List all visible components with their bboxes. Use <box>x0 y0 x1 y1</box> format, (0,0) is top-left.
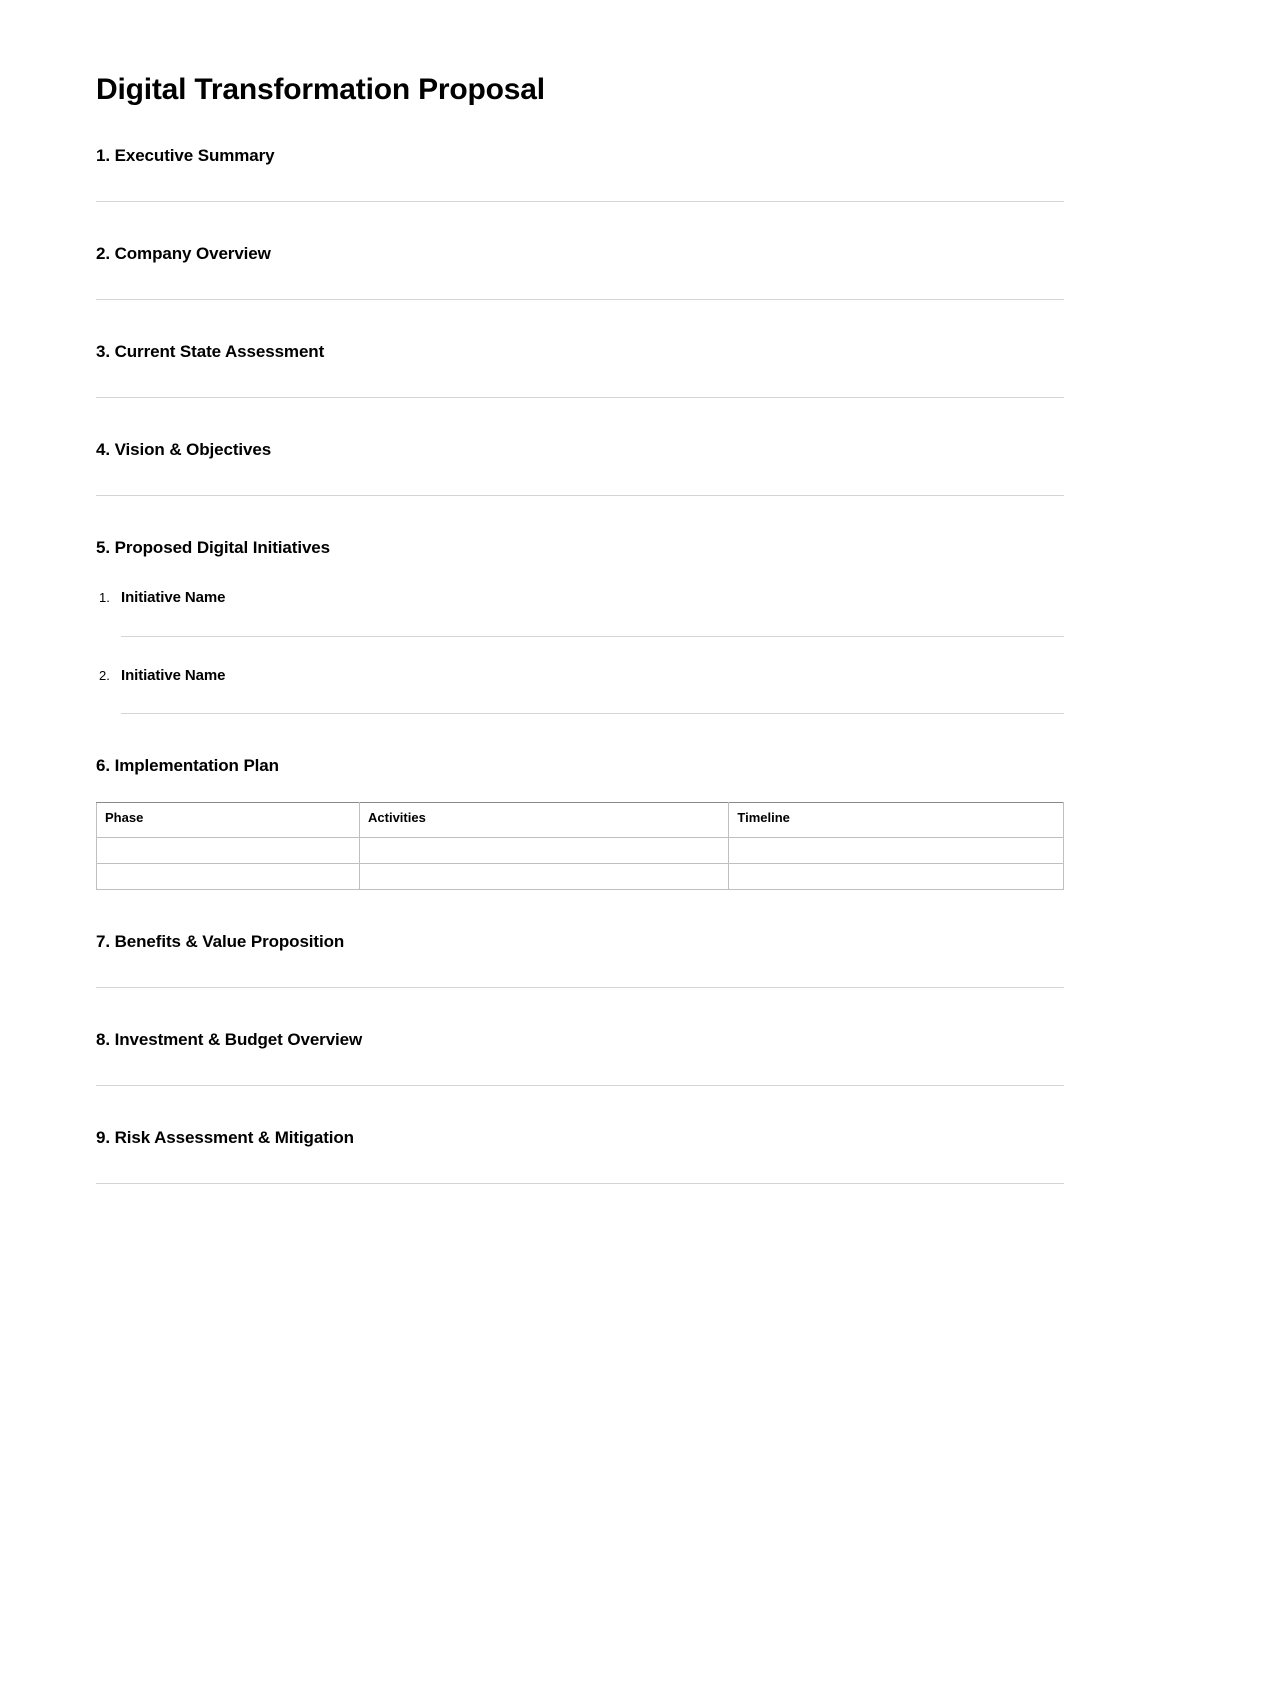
section-body-company-overview[interactable] <box>96 265 1064 299</box>
section-heading-company-overview: 2. Company Overview <box>96 244 271 264</box>
section-divider <box>96 1085 1064 1086</box>
initiative-number: 2 . <box>99 668 110 685</box>
table-header-activities: Activities <box>360 802 729 837</box>
initiative-list <box>96 588 1064 714</box>
table-row <box>97 863 1064 889</box>
section-heading-risk-assessment-mitigation: 9. Risk Assessment & Mitigation <box>96 1127 354 1147</box>
section-risk-assessment-mitigation <box>96 1127 1064 1184</box>
table-cell-phase[interactable] <box>97 837 360 863</box>
table-cell-timeline[interactable] <box>729 863 1064 889</box>
table-row <box>97 837 1064 863</box>
section-investment-budget-overview <box>96 1029 1064 1086</box>
section-body-benefits-value-proposition[interactable] <box>96 953 1064 987</box>
initiative-divider <box>121 713 1064 714</box>
section-proposed-digital-initiatives <box>96 537 1064 714</box>
list-item <box>96 666 1064 715</box>
page-title: Digital Transformation Proposal <box>96 73 545 106</box>
section-body-risk-assessment-mitigation[interactable] <box>96 1149 1064 1183</box>
section-body-investment-budget-overview[interactable] <box>96 1051 1064 1085</box>
table-header-row <box>97 802 1064 837</box>
section-heading-executive-summary: 1. Executive Summary <box>96 146 275 165</box>
table-header-timeline: Timeline <box>729 802 1064 837</box>
section-current-state-assessment <box>96 341 1064 398</box>
section-heading-investment-budget-overview: 8. Investment & Budget Overview <box>96 1029 363 1049</box>
section-company-overview <box>96 243 1064 300</box>
section-body-executive-summary[interactable] <box>96 167 1064 201</box>
table-cell-activities[interactable] <box>360 837 729 863</box>
section-heading-current-state-assessment: 3. Current State Assessment <box>96 342 325 362</box>
initiative-name: Initiative Name <box>121 666 226 684</box>
implementation-plan-table <box>96 802 1064 890</box>
section-divider <box>96 987 1064 988</box>
section-executive-summary <box>96 145 1064 202</box>
section-implementation-plan <box>96 755 1064 889</box>
section-divider <box>96 397 1064 398</box>
initiative-number: 1 . <box>99 590 110 607</box>
section-body-current-state-assessment[interactable] <box>96 363 1064 397</box>
initiative-name: Initiative Name <box>121 589 226 607</box>
section-heading-proposed-digital-initiatives: 5. Proposed Digital Initiatives <box>96 538 331 558</box>
initiative-body[interactable] <box>121 685 1064 713</box>
section-divider <box>96 495 1064 496</box>
section-heading-vision-objectives: 4. Vision & Objectives <box>96 440 272 460</box>
table-cell-phase[interactable] <box>97 863 360 889</box>
list-item <box>96 588 1064 637</box>
section-divider <box>96 299 1064 300</box>
initiative-divider <box>121 636 1064 637</box>
section-vision-objectives <box>96 439 1064 496</box>
table-cell-timeline[interactable] <box>729 837 1064 863</box>
table-cell-activities[interactable] <box>360 863 729 889</box>
document-content <box>96 0 1064 1184</box>
table-header-phase: Phase <box>97 802 360 837</box>
section-heading-implementation-plan: 6. Implementation Plan <box>96 756 279 776</box>
initiative-body[interactable] <box>121 608 1064 636</box>
section-heading-benefits-value-proposition: 7. Benefits & Value Proposition <box>96 931 345 951</box>
section-divider <box>96 1183 1064 1184</box>
section-body-vision-objectives[interactable] <box>96 461 1064 495</box>
section-divider <box>96 201 1064 202</box>
section-benefits-value-proposition <box>96 931 1064 988</box>
